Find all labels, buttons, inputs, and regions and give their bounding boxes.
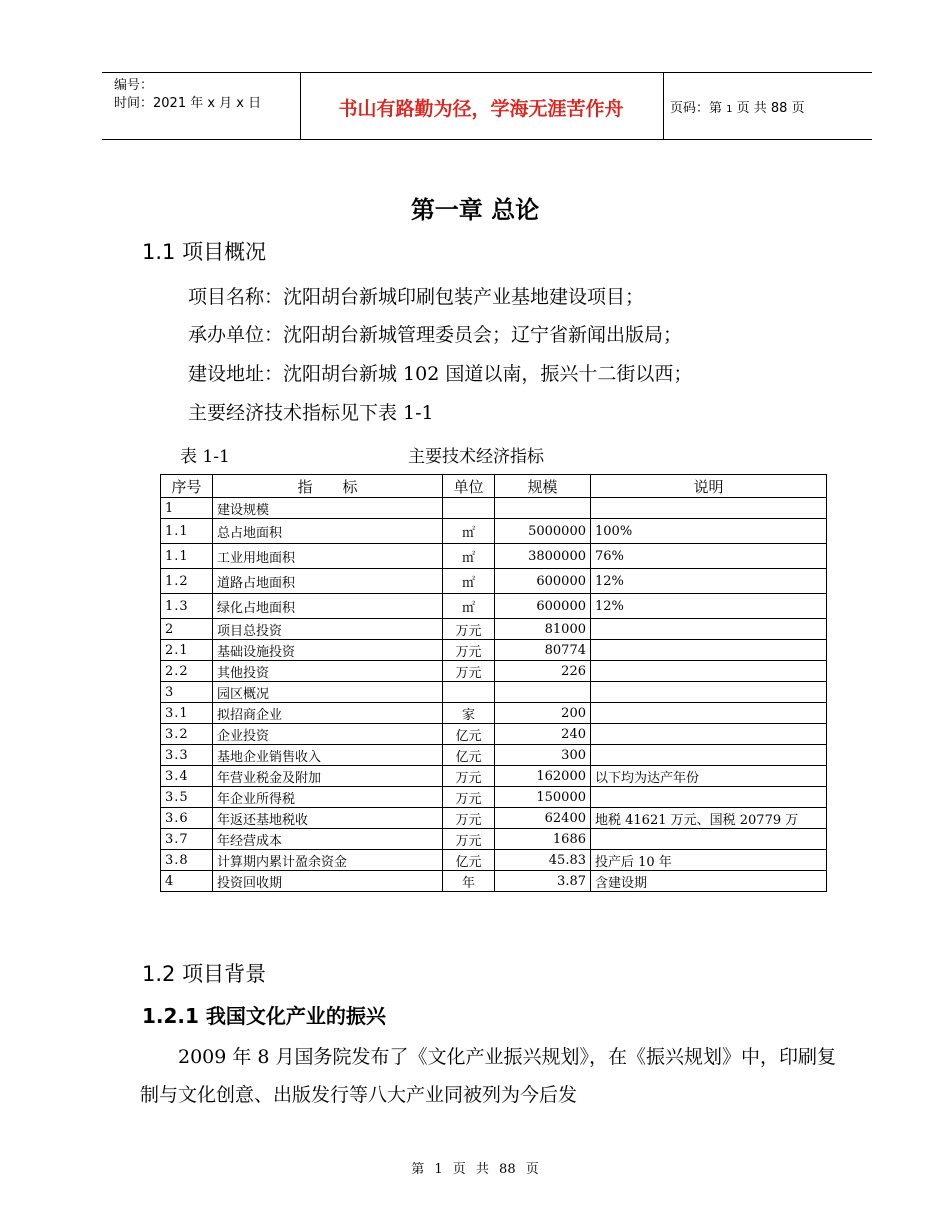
row-description	[591, 498, 827, 519]
row-seq: 3.2	[161, 724, 213, 745]
row-scale: 300	[495, 745, 591, 766]
row-indicator: 基地企业销售收入	[213, 745, 443, 766]
page-suffix: 页 共 88 页	[732, 101, 805, 116]
section-heading-1-1: 1.1 项目概况	[142, 240, 267, 264]
row-seq: 2	[161, 619, 213, 640]
table-row	[161, 871, 827, 892]
page-prefix: 页码：第	[670, 101, 727, 116]
row-unit: 亿元	[443, 724, 495, 745]
header-indicator: 指 标	[213, 475, 443, 498]
row-seq: 3	[161, 682, 213, 703]
header-divider	[663, 73, 664, 139]
overview-line: 主要经济技术指标见下表 1-1	[188, 402, 434, 424]
row-indicator: 工业用地面积	[213, 544, 443, 569]
row-unit: 万元	[443, 808, 495, 829]
row-indicator: 项目总投资	[213, 619, 443, 640]
row-scale	[495, 682, 591, 703]
table-row	[161, 787, 827, 808]
table-row	[161, 661, 827, 682]
serial-label: 编号：	[114, 78, 154, 93]
header-motto: 书山有路勤为径，学海无涯苦作舟	[338, 98, 624, 120]
row-scale: 200	[495, 703, 591, 724]
table-row	[161, 682, 827, 703]
row-indicator: 绿化占地面积	[213, 594, 443, 619]
row-description	[591, 661, 827, 682]
header-unit: 单位	[443, 475, 495, 498]
row-scale: 80774	[495, 640, 591, 661]
row-description: 12%	[591, 569, 827, 594]
table-header-row	[161, 475, 827, 498]
row-description: 76%	[591, 544, 827, 569]
overview-line: 项目名称：沈阳胡台新城印刷包装产业基地建设项目；	[188, 286, 645, 308]
row-description: 以下均为达产年份	[591, 766, 827, 787]
row-seq: 1.1	[161, 544, 213, 569]
row-unit	[443, 498, 495, 519]
row-description	[591, 829, 827, 850]
row-indicator: 基础设施投资	[213, 640, 443, 661]
row-indicator: 园区概况	[213, 682, 443, 703]
page-header	[102, 72, 872, 140]
row-seq: 3.6	[161, 808, 213, 829]
row-unit: 万元	[443, 766, 495, 787]
row-unit: 万元	[443, 829, 495, 850]
table-row	[161, 619, 827, 640]
row-description: 投产后 10 年	[591, 850, 827, 871]
header-description: 说明	[591, 475, 827, 498]
date-text: 时间：2021 年 x 月 x 日	[114, 96, 262, 111]
header-page-info	[670, 97, 805, 116]
row-description	[591, 682, 827, 703]
overview-line: 建设地址：沈阳胡台新城 102 国道以南，振兴十二街以西；	[188, 363, 693, 385]
row-scale: 3800000	[495, 544, 591, 569]
row-description	[591, 703, 827, 724]
row-scale: 5000000	[495, 519, 591, 544]
section-heading-1-2: 1.2 项目背景	[142, 962, 267, 986]
row-unit: 万元	[443, 787, 495, 808]
row-unit: ㎡	[443, 544, 495, 569]
row-scale: 240	[495, 724, 591, 745]
row-unit: ㎡	[443, 519, 495, 544]
row-scale: 600000	[495, 594, 591, 619]
row-unit: ㎡	[443, 569, 495, 594]
row-unit: 万元	[443, 640, 495, 661]
header-seq: 序号	[161, 475, 213, 498]
row-seq: 3.8	[161, 850, 213, 871]
row-unit	[443, 682, 495, 703]
overview-line: 承办单位：沈阳胡台新城管理委员会；辽宁省新闻出版局；	[188, 324, 683, 346]
row-seq: 2.2	[161, 661, 213, 682]
row-indicator: 道路占地面积	[213, 569, 443, 594]
row-unit: ㎡	[443, 594, 495, 619]
row-scale: 1686	[495, 829, 591, 850]
row-indicator: 年经营成本	[213, 829, 443, 850]
section-heading-1-2-1: 1.2.1 我国文化产业的振兴	[142, 1004, 386, 1028]
table-row	[161, 724, 827, 745]
row-seq: 1	[161, 498, 213, 519]
row-seq: 3.7	[161, 829, 213, 850]
row-description	[591, 724, 827, 745]
table-row	[161, 594, 827, 619]
row-seq: 1.1	[161, 519, 213, 544]
table-caption-title: 主要技术经济指标	[408, 447, 544, 467]
page-number: 1	[726, 104, 733, 115]
row-description	[591, 787, 827, 808]
row-seq: 3.3	[161, 745, 213, 766]
table-caption-number: 表 1-1	[180, 447, 230, 467]
table-row	[161, 745, 827, 766]
header-meta	[114, 77, 261, 113]
header-scale: 规模	[495, 475, 591, 498]
row-indicator: 总占地面积	[213, 519, 443, 544]
row-seq: 3.4	[161, 766, 213, 787]
row-scale: 150000	[495, 787, 591, 808]
table-row	[161, 519, 827, 544]
row-description: 地税 41621 万元、国税 20779 万	[591, 808, 827, 829]
row-scale: 3.87	[495, 871, 591, 892]
row-indicator: 其他投资	[213, 661, 443, 682]
row-scale: 600000	[495, 569, 591, 594]
body-paragraph	[140, 1038, 840, 1114]
row-description: 12%	[591, 594, 827, 619]
row-scale: 62400	[495, 808, 591, 829]
row-description: 含建设期	[591, 871, 827, 892]
paragraph-text: 2009 年 8 月国务院发布了《文化产业振兴规划》，在《振兴规划》中，印刷复制与文化创意、出版发行等八大产业同被列为今后发	[140, 1046, 837, 1106]
row-seq: 4	[161, 871, 213, 892]
table-row	[161, 544, 827, 569]
row-seq: 1.2	[161, 569, 213, 594]
row-indicator: 投资回收期	[213, 871, 443, 892]
table-row	[161, 850, 827, 871]
row-scale: 226	[495, 661, 591, 682]
row-scale	[495, 498, 591, 519]
row-scale: 81000	[495, 619, 591, 640]
row-scale: 45.83	[495, 850, 591, 871]
row-description	[591, 640, 827, 661]
row-seq: 2.1	[161, 640, 213, 661]
table-row	[161, 569, 827, 594]
row-description	[591, 745, 827, 766]
row-unit: 亿元	[443, 850, 495, 871]
row-indicator: 建设规模	[213, 498, 443, 519]
table-row	[161, 808, 827, 829]
row-indicator: 企业投资	[213, 724, 443, 745]
row-seq: 1.3	[161, 594, 213, 619]
row-indicator: 年返还基地税收	[213, 808, 443, 829]
row-description: 100%	[591, 519, 827, 544]
row-indicator: 年企业所得税	[213, 787, 443, 808]
table-row	[161, 829, 827, 850]
row-unit: 万元	[443, 619, 495, 640]
table-row	[161, 498, 827, 519]
row-unit: 年	[443, 871, 495, 892]
row-description	[591, 619, 827, 640]
row-unit: 亿元	[443, 745, 495, 766]
page-footer: 第 1 页 共 88 页	[411, 1162, 539, 1177]
row-indicator: 年营业税金及附加	[213, 766, 443, 787]
row-seq: 3.5	[161, 787, 213, 808]
row-unit: 家	[443, 703, 495, 724]
row-scale: 162000	[495, 766, 591, 787]
table-row	[161, 703, 827, 724]
chapter-title: 第一章 总论	[410, 196, 540, 224]
row-indicator: 计算期内累计盈余资金	[213, 850, 443, 871]
row-indicator: 拟招商企业	[213, 703, 443, 724]
table-row	[161, 766, 827, 787]
tech-indicators-table	[160, 474, 827, 892]
row-unit: 万元	[443, 661, 495, 682]
row-seq: 3.1	[161, 703, 213, 724]
table-row	[161, 640, 827, 661]
